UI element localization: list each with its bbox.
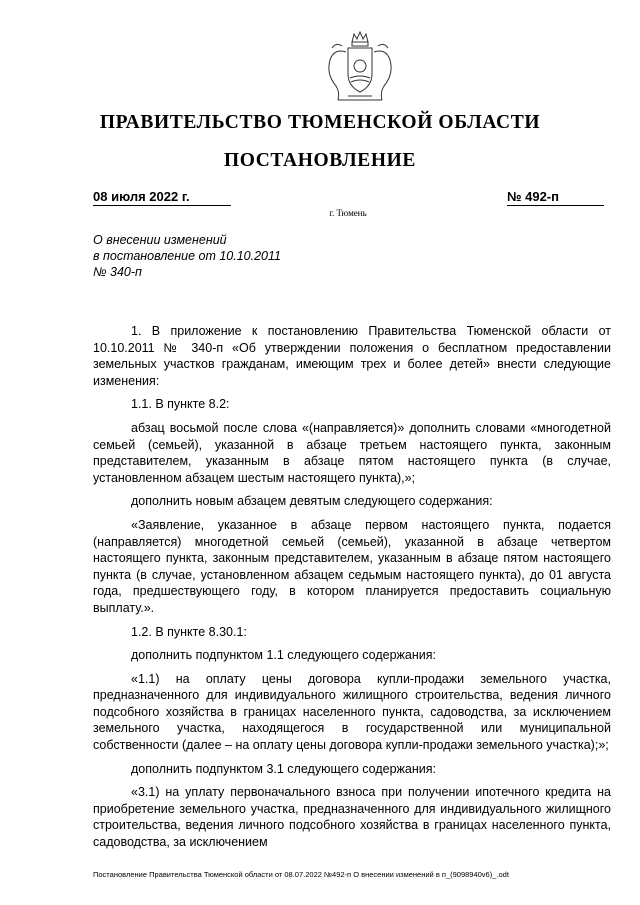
body-paragraph: «3.1) на уплату первоначального взноса при получении ипотечного кредита на приобретение земельного участка, предназначенного для индивидуального жилищного строительства, ведения личного подсобного хозяйства в границах населенного пункта, садоводства, за исключением (93, 785, 611, 850)
document-city: г. Тюмень (329, 208, 367, 218)
page-footer: Постановление Правительства Тюменской области от 08.07.2022 №492-п О внесении изменений в п_(9098940v6)_.odt (93, 870, 509, 879)
body-paragraph: 1. В приложение к постановлению Правительства Тюменской области от 10.10.2011 № 340-п «Об утверждении положения о бесплатном предоставлении земельных участков гражданам, имеющим трех и более детей» внести следующие изменения: (93, 324, 611, 388)
body-paragraph: «Заявление, указанное в абзаце первом настоящего пункта, подается (направляется) многодетной семьей (семьей), указанной в абзаце четвертом настоящего пункта, законным представителем, указанным в абзаце пятом настоящего пункта (в случае, установленном абзацем седьмым настоящего пункта), до 01 августа года, предшествующего году, в котором планируется предоставить социальную выплату.». (93, 517, 611, 615)
document-number: № 492-п (507, 189, 604, 206)
subject-line: О внесении изменений (93, 233, 227, 247)
organization-title: ПРАВИТЕЛЬСТВО ТЮМЕНСКОЙ ОБЛАСТИ (99, 112, 541, 133)
body-paragraph: дополнить новым абзацем девятым следующего содержания: (131, 494, 493, 509)
body-paragraph: «1.1) на оплату цены договора купли-продажи земельного участка, предназначенного для индивидуального жилищного строительства, ведения личного подсобного хозяйства в границах населенного пункта, садоводства, за исключением земельного участка, находящегося в государственной или муниципальной собственности (далее – на оплату цены договора купли-продажи земельного участка);»; (93, 671, 611, 753)
coat-of-arms-icon (318, 30, 402, 106)
subject-line: в постановление от 10.10.2011 (93, 249, 281, 263)
body-paragraph: 1.1. В пункте 8.2: (131, 397, 230, 412)
subject-line: № 340-п (93, 265, 142, 279)
document-subject (93, 232, 281, 280)
body-paragraph: абзац восьмой после слова «(направляется)» дополнить словами «многодетной семьей (семьей), указанной в абзаце третьем настоящего пункта, законным представителем, указанным в абзаце пятом настоящего пункта (в случае, установленном абзацем шестым настоящего пункта),»; (93, 420, 611, 485)
body-paragraph: 1.2. В пункте 8.30.1: (131, 624, 247, 639)
document-type: ПОСТАНОВЛЕНИЕ (223, 150, 417, 171)
body-paragraph: дополнить подпунктом 1.1 следующего содержания: (131, 648, 436, 663)
body-paragraph: дополнить подпунктом 3.1 следующего содержания: (131, 761, 436, 776)
document-date: 08 июля 2022 г. (93, 189, 231, 206)
document-body (93, 323, 611, 858)
